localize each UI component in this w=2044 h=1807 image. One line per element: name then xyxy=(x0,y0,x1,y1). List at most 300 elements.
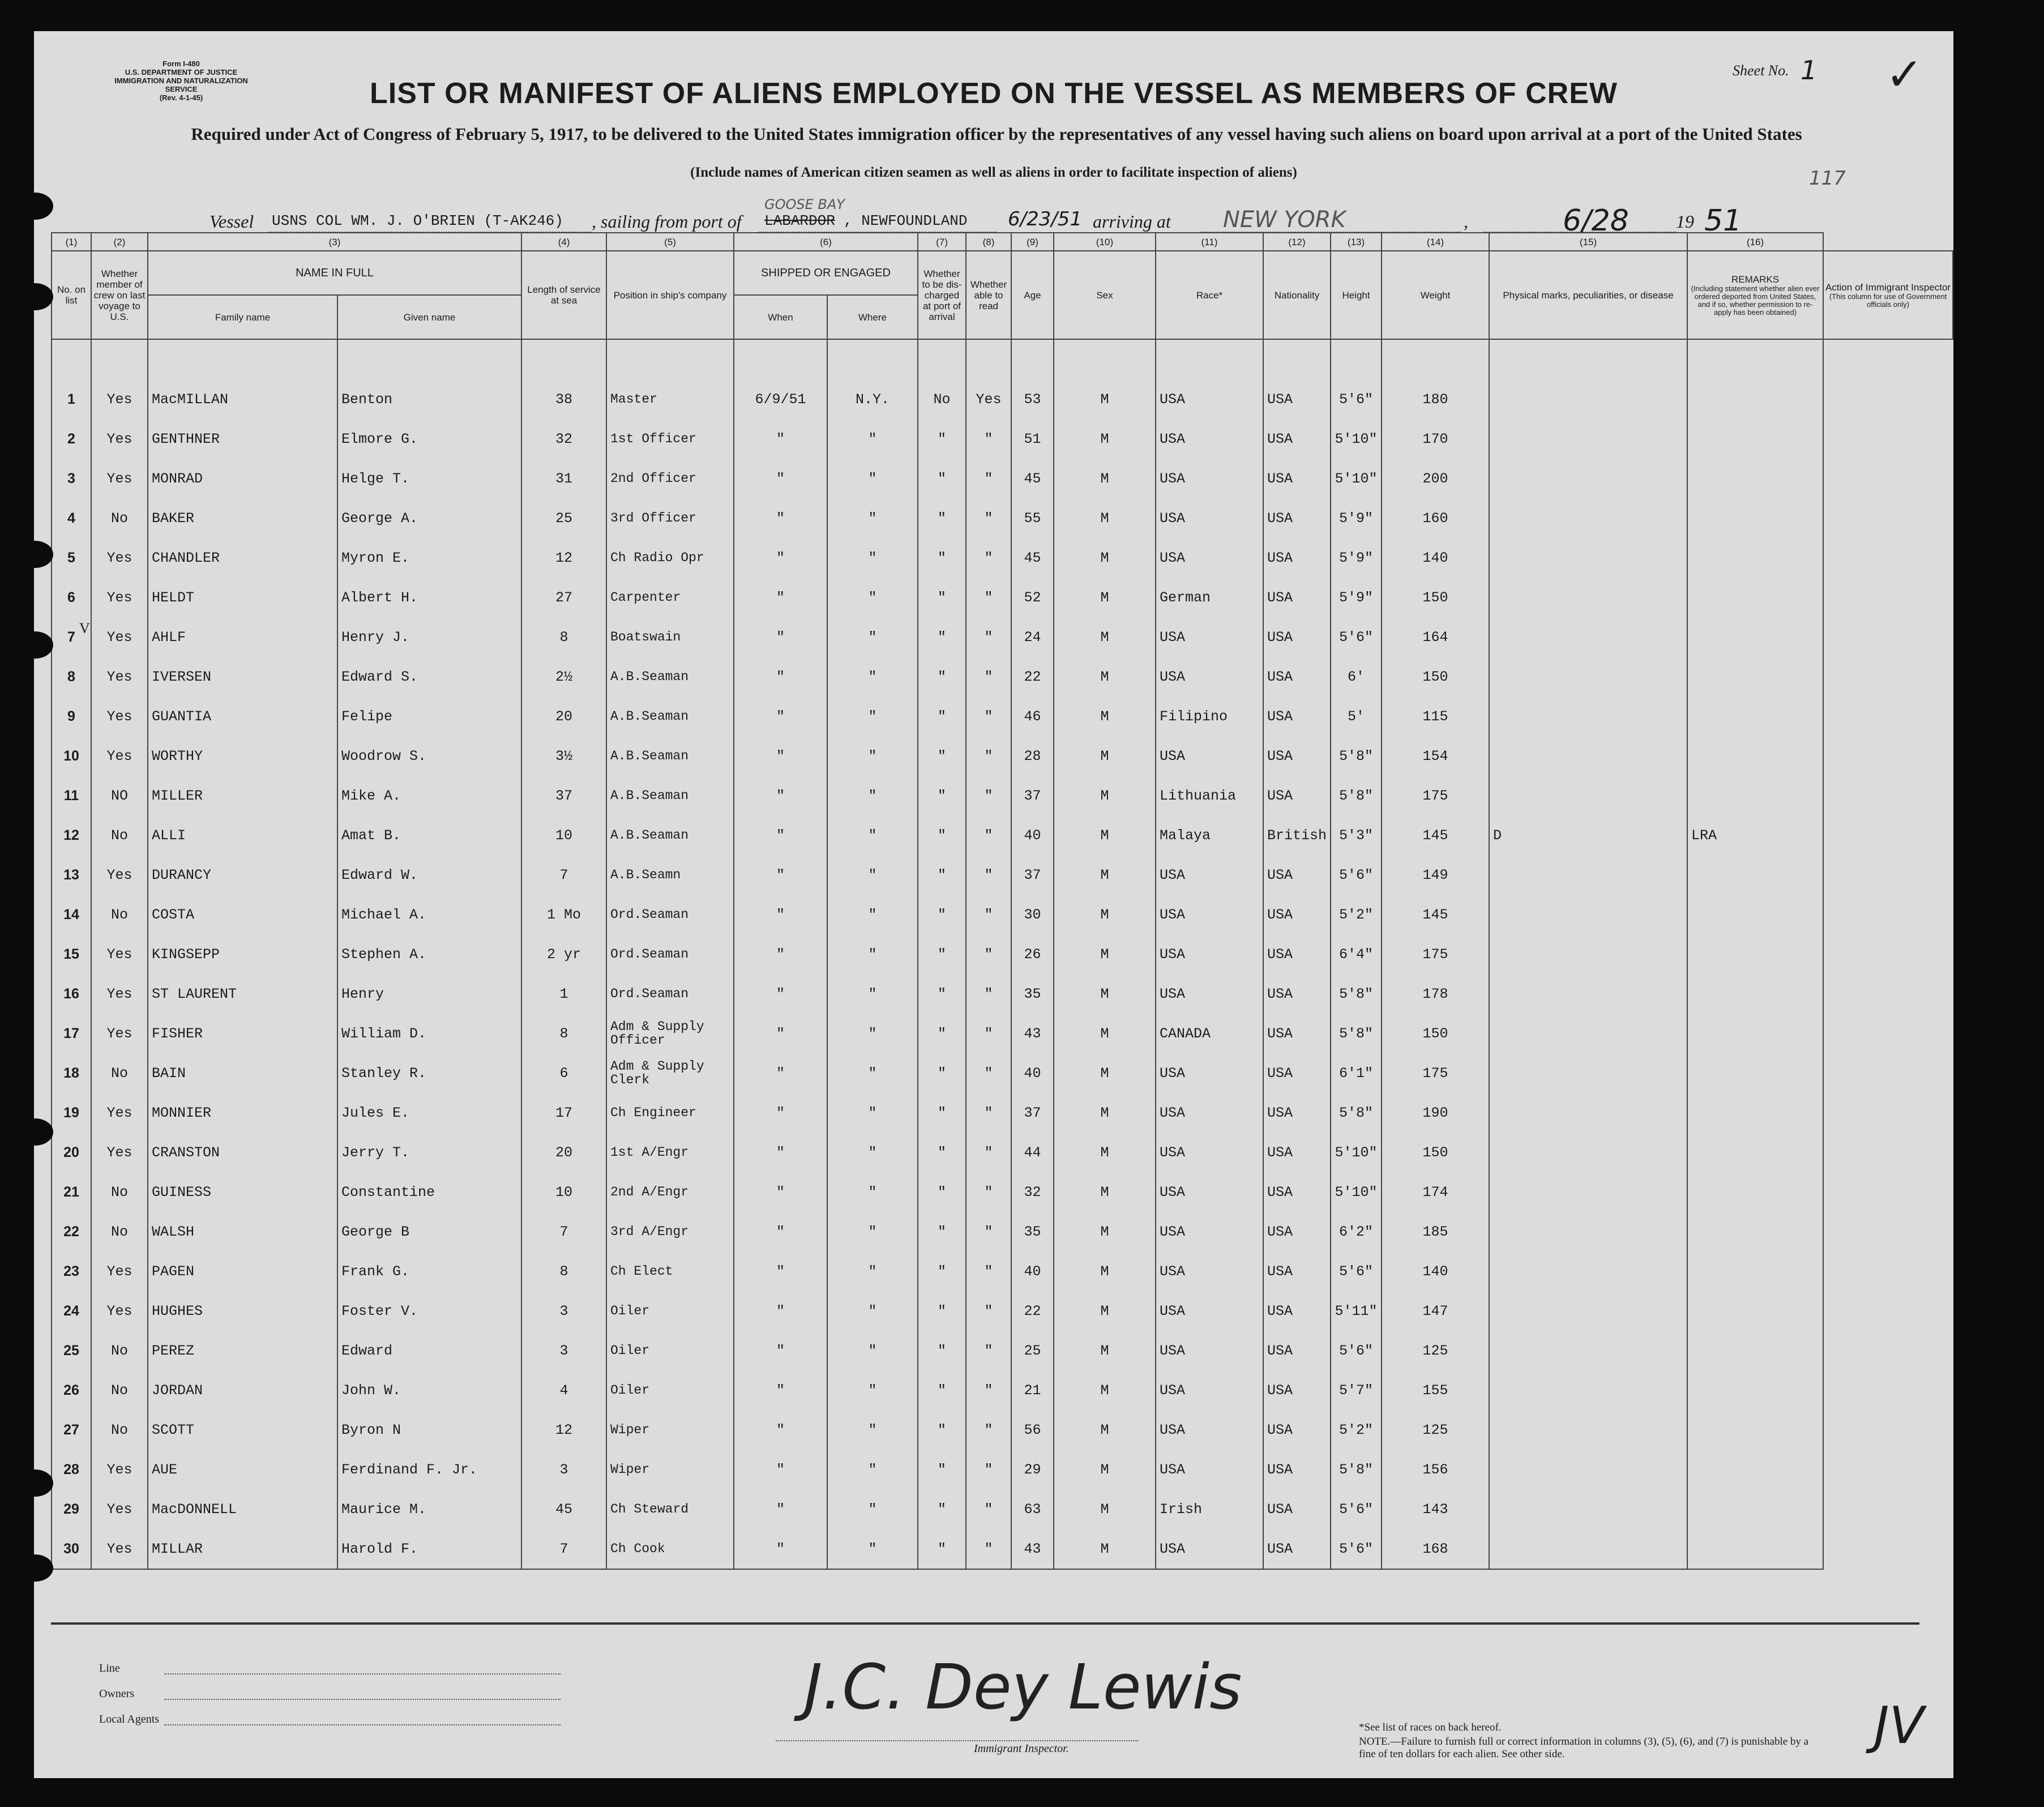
row-physical xyxy=(1489,1529,1687,1569)
row-when: " xyxy=(734,1212,827,1251)
row-given-name: Amat B. xyxy=(337,815,521,855)
page-annotation-number: 117 xyxy=(1809,167,1846,190)
row-discharged: " xyxy=(918,697,966,736)
row-when: " xyxy=(734,736,827,776)
row-weight: 147 xyxy=(1382,1291,1489,1331)
footer-owners-label: Owners xyxy=(99,1688,135,1700)
row-where: " xyxy=(827,736,918,776)
row-position-text: Wiper xyxy=(610,1422,650,1437)
row-where: " xyxy=(827,776,918,815)
row-no: 21 xyxy=(52,1172,91,1212)
row-position-text: Oiler xyxy=(610,1383,650,1398)
row-weight: 174 xyxy=(1382,1172,1489,1212)
hdr-shipped: SHIPPED OR ENGAGED xyxy=(734,251,918,295)
row-nationality: USA xyxy=(1263,1172,1331,1212)
table-row xyxy=(52,815,1953,855)
row-when: " xyxy=(734,974,827,1014)
row-position xyxy=(606,895,734,934)
row-member: Yes xyxy=(91,538,148,578)
row-age: 40 xyxy=(1011,1053,1054,1093)
row-physical xyxy=(1489,1093,1687,1133)
row-where: " xyxy=(827,498,918,538)
hdr-age: Age xyxy=(1011,251,1054,339)
row-position xyxy=(606,934,734,974)
row-member: Yes xyxy=(91,1291,148,1331)
row-physical xyxy=(1489,657,1687,697)
row-position xyxy=(606,697,734,736)
row-service: 3 xyxy=(521,1450,606,1489)
row-race: USA xyxy=(1156,1093,1263,1133)
sail-date: 6/23/51 xyxy=(1008,208,1083,230)
row-member: Yes xyxy=(91,419,148,459)
col-num-2: (2) xyxy=(91,233,148,251)
row-position xyxy=(606,419,734,459)
row-given-name: George B xyxy=(337,1212,521,1251)
row-weight: 115 xyxy=(1382,697,1489,736)
col-num-14: (14) xyxy=(1382,233,1489,251)
footer-owners-field xyxy=(164,1699,561,1700)
year-suffix: 51 xyxy=(1704,204,1742,238)
row-given-name: Myron E. xyxy=(337,538,521,578)
row-no: 17 xyxy=(52,1014,91,1053)
row-sex: M xyxy=(1054,1212,1156,1251)
row-family-name: PEREZ xyxy=(148,1331,337,1370)
table-row xyxy=(52,1529,1953,1569)
row-able-read: " xyxy=(966,1331,1011,1370)
row-discharged: " xyxy=(918,934,966,974)
row-height: 6'1" xyxy=(1331,1053,1382,1093)
row-position xyxy=(606,1529,734,1569)
row-age: 63 xyxy=(1011,1489,1054,1529)
col-num-7: (7) xyxy=(918,233,966,251)
signature-line xyxy=(776,1740,1138,1741)
row-given-name: Stephen A. xyxy=(337,934,521,974)
port-handwritten: GOOSE BAY xyxy=(764,196,845,212)
row-discharged: " xyxy=(918,1172,966,1212)
row-member: No xyxy=(91,1410,148,1450)
row-nationality: British xyxy=(1263,815,1331,855)
row-no: 13 xyxy=(52,855,91,895)
row-position-text: Oiler xyxy=(610,1304,650,1318)
row-member: Yes xyxy=(91,1133,148,1172)
row-weight: 160 xyxy=(1382,498,1489,538)
row-physical xyxy=(1489,895,1687,934)
row-family-name: BAKER xyxy=(148,498,337,538)
row-given-name: Henry J. xyxy=(337,617,521,657)
row-discharged: " xyxy=(918,657,966,697)
row-nationality: USA xyxy=(1263,934,1331,974)
row-race: USA xyxy=(1156,1053,1263,1093)
col-num-13: (13) xyxy=(1331,233,1382,251)
col-num-10: (10) xyxy=(1054,233,1156,251)
row-race: USA xyxy=(1156,657,1263,697)
row-position-text: A.B.Seamn xyxy=(610,868,681,882)
row-height: 5'9" xyxy=(1331,578,1382,617)
row-able-read: " xyxy=(966,855,1011,895)
row-given-name: Jerry T. xyxy=(337,1133,521,1172)
row-able-read: " xyxy=(966,1450,1011,1489)
table-row xyxy=(52,1489,1953,1529)
row-weight: 125 xyxy=(1382,1410,1489,1450)
row-service: 8 xyxy=(521,617,606,657)
row-given-name: Henry xyxy=(337,974,521,1014)
check-mark: ✓ xyxy=(1885,48,1924,101)
row-position-text: Ch Engineer xyxy=(610,1105,696,1120)
row-given-name: Stanley R. xyxy=(337,1053,521,1093)
col-num-1: (1) xyxy=(52,233,91,251)
row-discharged: " xyxy=(918,815,966,855)
inspector-initials: JV xyxy=(1874,1696,1925,1755)
row-service: 4 xyxy=(521,1370,606,1410)
row-sex: M xyxy=(1054,1331,1156,1370)
row-age: 37 xyxy=(1011,776,1054,815)
row-service: 8 xyxy=(521,1251,606,1291)
row-age: 45 xyxy=(1011,538,1054,578)
table-spacer-row xyxy=(52,339,1953,379)
row-family-name: FISHER xyxy=(148,1014,337,1053)
row-height: 6'4" xyxy=(1331,934,1382,974)
row-when: " xyxy=(734,419,827,459)
row-age: 25 xyxy=(1011,1331,1054,1370)
row-given-name: Edward W. xyxy=(337,855,521,895)
row-discharged: " xyxy=(918,736,966,776)
row-given-name: Albert H. xyxy=(337,578,521,617)
crew-rows xyxy=(52,339,1953,1569)
row-nationality: USA xyxy=(1263,538,1331,578)
row-weight: 143 xyxy=(1382,1489,1489,1529)
row-race: USA xyxy=(1156,538,1263,578)
row-remarks xyxy=(1687,855,1823,895)
row-position-text: Master xyxy=(610,392,657,407)
hdr-action-title: Action of Immigrant Inspector xyxy=(1825,281,1951,293)
row-able-read: " xyxy=(966,776,1011,815)
row-no: 29 xyxy=(52,1489,91,1529)
row-no: 16 xyxy=(52,974,91,1014)
row-given-name: Mike A. xyxy=(337,776,521,815)
row-height: 5'6" xyxy=(1331,379,1382,419)
table-row xyxy=(52,657,1953,697)
row-race: USA xyxy=(1156,934,1263,974)
year-prefix: 19 xyxy=(1676,211,1694,232)
row-member: No xyxy=(91,498,148,538)
row-physical xyxy=(1489,974,1687,1014)
row-remarks xyxy=(1687,379,1823,419)
footer-line-field xyxy=(164,1673,561,1674)
row-position xyxy=(606,538,734,578)
row-no: 1 xyxy=(52,379,91,419)
row-physical xyxy=(1489,379,1687,419)
row-age: 52 xyxy=(1011,578,1054,617)
row-age: 22 xyxy=(1011,657,1054,697)
row-discharged: " xyxy=(918,974,966,1014)
row-able-read: " xyxy=(966,419,1011,459)
row-age: 55 xyxy=(1011,498,1054,538)
row-discharged: " xyxy=(918,1212,966,1251)
row-where: " xyxy=(827,1133,918,1172)
row-given-name: Jules E. xyxy=(337,1093,521,1133)
row-weight: 155 xyxy=(1382,1370,1489,1410)
row-where: N.Y. xyxy=(827,379,918,419)
row-where: " xyxy=(827,974,918,1014)
row-sex: M xyxy=(1054,538,1156,578)
row-service: 7 xyxy=(521,1212,606,1251)
row-able-read: " xyxy=(966,1251,1011,1291)
row-service: 6 xyxy=(521,1053,606,1093)
row-where: " xyxy=(827,1053,918,1093)
col-num-11: (11) xyxy=(1156,233,1263,251)
row-remarks xyxy=(1687,1251,1823,1291)
hdr-height: Height xyxy=(1331,251,1382,339)
row-height: 5'8" xyxy=(1331,1014,1382,1053)
row-height: 5'11" xyxy=(1331,1291,1382,1331)
row-able-read: " xyxy=(966,1291,1011,1331)
row-weight: 168 xyxy=(1382,1529,1489,1569)
row-when: " xyxy=(734,1331,827,1370)
row-remarks xyxy=(1687,895,1823,934)
row-position xyxy=(606,1093,734,1133)
row-discharged: " xyxy=(918,1331,966,1370)
table-row xyxy=(52,419,1953,459)
row-when: " xyxy=(734,657,827,697)
row-remarks xyxy=(1687,1133,1823,1172)
row-given-name: John W. xyxy=(337,1370,521,1410)
row-age: 43 xyxy=(1011,1014,1054,1053)
row-discharged: " xyxy=(918,1450,966,1489)
binder-hole xyxy=(17,283,53,310)
row-position xyxy=(606,498,734,538)
row-able-read: " xyxy=(966,934,1011,974)
row-remarks xyxy=(1687,1093,1823,1133)
row-no: 6 xyxy=(52,578,91,617)
form-rev: (Rev. 4-1-45) xyxy=(159,93,203,102)
row-where: " xyxy=(827,1093,918,1133)
row-no: 18 xyxy=(52,1053,91,1093)
row-sex: M xyxy=(1054,895,1156,934)
row-nationality: USA xyxy=(1263,974,1331,1014)
row-sex: M xyxy=(1054,1014,1156,1053)
row-race: USA xyxy=(1156,1291,1263,1331)
row-when: " xyxy=(734,855,827,895)
row-weight: 190 xyxy=(1382,1093,1489,1133)
row-physical xyxy=(1489,1251,1687,1291)
row-able-read: " xyxy=(966,617,1011,657)
row-weight: 140 xyxy=(1382,538,1489,578)
row-position xyxy=(606,1331,734,1370)
row-physical xyxy=(1489,855,1687,895)
row-age: 28 xyxy=(1011,736,1054,776)
row-able-read: " xyxy=(966,1133,1011,1172)
row-discharged: " xyxy=(918,1053,966,1093)
row-when: " xyxy=(734,776,827,815)
row-no: 20 xyxy=(52,1133,91,1172)
row-weight: 154 xyxy=(1382,736,1489,776)
hdr-whether-member: Whether member of crew on last voyage to U.S. xyxy=(91,251,148,339)
row-able-read: " xyxy=(966,538,1011,578)
row-service: 8 xyxy=(521,1014,606,1053)
table-row xyxy=(52,1370,1953,1410)
row-position-text: A.B.Seaman xyxy=(610,828,689,843)
row-able-read: " xyxy=(966,578,1011,617)
row-member: Yes xyxy=(91,855,148,895)
col-num-3: (3) xyxy=(148,233,521,251)
row-height: 5'9" xyxy=(1331,498,1382,538)
page-subtitle: Required under Act of Congress of February 5, 1917, to be delivered to the United States immigration officer by the representatives of any vessel having such aliens on board upon arrival at a port of the United States xyxy=(191,124,1802,144)
binder-hole xyxy=(17,631,53,659)
row-height: 5'2" xyxy=(1331,895,1382,934)
row-member: No xyxy=(91,1370,148,1410)
row-no: 3 xyxy=(52,459,91,498)
row-race: USA xyxy=(1156,736,1263,776)
port-typed: , NEWFOUNDLAND xyxy=(844,212,968,229)
row-weight: 125 xyxy=(1382,1331,1489,1370)
row-physical xyxy=(1489,1133,1687,1172)
arrive-date: 6/28 xyxy=(1563,204,1629,238)
row-nationality: USA xyxy=(1263,1489,1331,1529)
row-service: 3 xyxy=(521,1291,606,1331)
form-number: Form I-480 xyxy=(163,59,200,68)
row-position xyxy=(606,1172,734,1212)
row-where: " xyxy=(827,538,918,578)
row-position-text: A.B.Seaman xyxy=(610,788,689,803)
row-race: Filipino xyxy=(1156,697,1263,736)
row-remarks xyxy=(1687,459,1823,498)
row-able-read: " xyxy=(966,1212,1011,1251)
row-position xyxy=(606,617,734,657)
port-struck: LABARDOR xyxy=(764,212,835,229)
table-row xyxy=(52,1172,1953,1212)
row-physical xyxy=(1489,578,1687,617)
row-family-name: DURANCY xyxy=(148,855,337,895)
row-when: " xyxy=(734,895,827,934)
row-able-read: " xyxy=(966,459,1011,498)
row-age: 43 xyxy=(1011,1529,1054,1569)
row-nationality: USA xyxy=(1263,1370,1331,1410)
row-nationality: USA xyxy=(1263,776,1331,815)
table-row xyxy=(52,538,1953,578)
table-row xyxy=(52,1251,1953,1291)
row-remarks xyxy=(1687,1489,1823,1529)
hdr-sex: Sex xyxy=(1054,251,1156,339)
hdr-remarks xyxy=(1687,251,1823,339)
row-service: 1 xyxy=(521,974,606,1014)
row-able-read: " xyxy=(966,1529,1011,1569)
row-position xyxy=(606,736,734,776)
row-nationality: USA xyxy=(1263,498,1331,538)
row-when: " xyxy=(734,1291,827,1331)
row-position xyxy=(606,1291,734,1331)
row-sex: M xyxy=(1054,657,1156,697)
row-member: Yes xyxy=(91,1489,148,1529)
row-when: " xyxy=(734,815,827,855)
row-member: Yes xyxy=(91,1014,148,1053)
row-position xyxy=(606,815,734,855)
footer-agents-field xyxy=(164,1724,561,1725)
row-position-text: Ord.Seaman xyxy=(610,986,689,1001)
comma-separator: , xyxy=(1464,211,1468,232)
row-service: 7 xyxy=(521,1529,606,1569)
row-member: Yes xyxy=(91,736,148,776)
row-member: Yes xyxy=(91,1529,148,1569)
row-when: " xyxy=(734,1489,827,1529)
row-position xyxy=(606,1450,734,1489)
row-physical xyxy=(1489,419,1687,459)
row-member: Yes xyxy=(91,578,148,617)
row-remarks xyxy=(1687,1331,1823,1370)
binder-hole xyxy=(17,1554,53,1582)
row-no: 24 xyxy=(52,1291,91,1331)
row-given-name: Byron N xyxy=(337,1410,521,1450)
row-family-name: GUANTIA xyxy=(148,697,337,736)
arriving-port: NEW YORK xyxy=(1223,207,1346,233)
row-weight: 200 xyxy=(1382,459,1489,498)
table-row xyxy=(52,459,1953,498)
row-where: " xyxy=(827,934,918,974)
row-no: 8 xyxy=(52,657,91,697)
row-sex: M xyxy=(1054,578,1156,617)
table-row xyxy=(52,974,1953,1014)
row-sex: M xyxy=(1054,974,1156,1014)
row-weight: 178 xyxy=(1382,974,1489,1014)
row-member: Yes xyxy=(91,617,148,657)
row-discharged: " xyxy=(918,895,966,934)
hdr-able-read: Whether able to read xyxy=(966,251,1011,339)
row-age: 21 xyxy=(1011,1370,1054,1410)
table-row xyxy=(52,1212,1953,1251)
row-discharged: " xyxy=(918,578,966,617)
vessel-name: USNS COL WM. J. O'BRIEN (T-AK246) xyxy=(272,212,563,229)
row-weight: 150 xyxy=(1382,1133,1489,1172)
row-weight: 150 xyxy=(1382,1014,1489,1053)
col-num-8: (8) xyxy=(966,233,1011,251)
row-sex: M xyxy=(1054,459,1156,498)
row-height: 5'8" xyxy=(1331,1093,1382,1133)
row-service: 10 xyxy=(521,1172,606,1212)
row-no: 25 xyxy=(52,1331,91,1370)
row-position-text: 3rd A/Engr xyxy=(610,1224,689,1239)
row-physical xyxy=(1489,776,1687,815)
row-age: 44 xyxy=(1011,1133,1054,1172)
row-able-read: " xyxy=(966,974,1011,1014)
row-nationality: USA xyxy=(1263,855,1331,895)
row-position-text: Wiper xyxy=(610,1462,650,1477)
table-row xyxy=(52,736,1953,776)
row-race: USA xyxy=(1156,895,1263,934)
row-given-name: Elmore G. xyxy=(337,419,521,459)
row-family-name: AUE xyxy=(148,1450,337,1489)
row-nationality: USA xyxy=(1263,1133,1331,1172)
row-service: 12 xyxy=(521,538,606,578)
row-no: 7 xyxy=(52,617,91,657)
row-no: 5 xyxy=(52,538,91,578)
row-member: Yes xyxy=(91,379,148,419)
row-physical xyxy=(1489,1291,1687,1331)
row-sex: M xyxy=(1054,697,1156,736)
row-race: USA xyxy=(1156,617,1263,657)
row-position-text: Ch Cook xyxy=(610,1541,665,1556)
row-physical xyxy=(1489,1014,1687,1053)
row-nationality: USA xyxy=(1263,1053,1331,1093)
row-given-name: Frank G. xyxy=(337,1251,521,1291)
row-family-name: MacMILLAN xyxy=(148,379,337,419)
row-able-read: " xyxy=(966,1370,1011,1410)
row-physical: D xyxy=(1489,815,1687,855)
row-no: 12 xyxy=(52,815,91,855)
page-title: LIST OR MANIFEST OF ALIENS EMPLOYED ON THE VESSEL AS MEMBERS OF CREW xyxy=(370,77,1618,110)
table-row xyxy=(52,1450,1953,1489)
footnote-races: *See list of races on back hereof. xyxy=(1359,1721,1502,1733)
row-age: 32 xyxy=(1011,1172,1054,1212)
row-service: 12 xyxy=(521,1410,606,1450)
